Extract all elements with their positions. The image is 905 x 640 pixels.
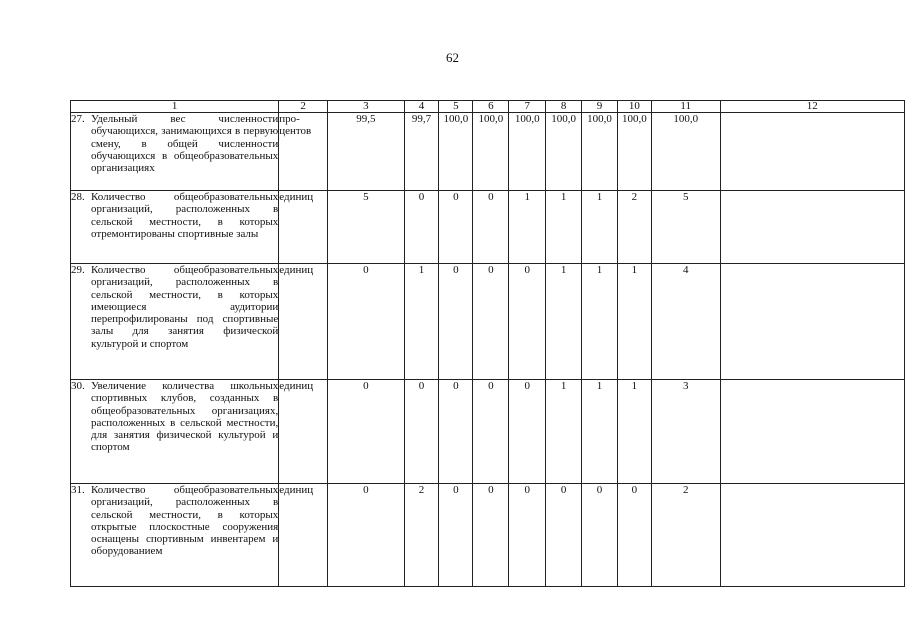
indicator-text: Количество общеобразовательных организаций, расположенных в сельской местности, в которых отремонтированы спортивные залы xyxy=(91,191,279,240)
value-cell: 100,0 xyxy=(546,113,582,191)
column-header: 9 xyxy=(582,101,618,113)
value-cell: 1 xyxy=(582,264,618,380)
indicator-number: 28. xyxy=(71,191,85,203)
unit-label: единиц xyxy=(279,264,314,276)
column-number-row xyxy=(71,101,905,113)
value-cell: 1 xyxy=(582,191,618,264)
table-row xyxy=(71,113,905,191)
indicator-text: Увеличение количества школьных спортивных клубов, созданных в общеобразовательных организациях, расположенных в сельской местности, для занятия физической культурой и спортом xyxy=(91,380,279,454)
indicator-name-cell xyxy=(71,380,279,484)
value-cell: 2 xyxy=(617,191,651,264)
indicator-number: 27. xyxy=(71,113,85,125)
value-cell: 0 xyxy=(473,380,509,484)
unit-cell xyxy=(279,380,328,484)
unit-cell xyxy=(279,191,328,264)
value-cell: 0 xyxy=(328,484,404,587)
unit-label: про- центов xyxy=(279,113,312,137)
value-cell: 0 xyxy=(582,484,618,587)
value-cell: 1 xyxy=(404,264,439,380)
column-header: 5 xyxy=(439,101,473,113)
value-cell: 2 xyxy=(404,484,439,587)
value-cell: 0 xyxy=(509,380,546,484)
value-cell: 4 xyxy=(651,264,720,380)
value-cell: 0 xyxy=(509,264,546,380)
value-cell: 0 xyxy=(509,484,546,587)
empty-cell xyxy=(720,264,905,380)
value-cell: 100,0 xyxy=(509,113,546,191)
value-cell: 0 xyxy=(473,191,509,264)
value-cell: 2 xyxy=(651,484,720,587)
value-cell: 100,0 xyxy=(651,113,720,191)
value-cell: 100,0 xyxy=(473,113,509,191)
indicator-name-cell xyxy=(71,264,279,380)
value-cell: 5 xyxy=(328,191,404,264)
column-header: 7 xyxy=(509,101,546,113)
value-cell: 0 xyxy=(473,484,509,587)
indicator-name-cell xyxy=(71,113,279,191)
value-cell: 99,5 xyxy=(328,113,404,191)
value-cell: 1 xyxy=(546,191,582,264)
table-row xyxy=(71,484,905,587)
empty-cell xyxy=(720,113,905,191)
column-header: 8 xyxy=(546,101,582,113)
value-cell: 0 xyxy=(328,380,404,484)
indicator-number: 31. xyxy=(71,484,85,496)
empty-cell xyxy=(720,484,905,587)
page-number: 62 xyxy=(446,50,459,65)
unit-cell xyxy=(279,264,328,380)
table-row xyxy=(71,380,905,484)
column-header: 6 xyxy=(473,101,509,113)
table-row xyxy=(71,264,905,380)
value-cell: 1 xyxy=(509,191,546,264)
value-cell: 0 xyxy=(439,380,473,484)
indicators-table xyxy=(70,100,905,587)
value-cell: 1 xyxy=(546,264,582,380)
value-cell: 0 xyxy=(439,484,473,587)
value-cell: 5 xyxy=(651,191,720,264)
column-header: 2 xyxy=(279,101,328,113)
unit-label: единиц xyxy=(279,484,314,496)
indicator-text: Количество общеобразовательных организаций, расположенных в сельской местности, в которых открытые плоскостные сооружения оснащены спортивным инвентарем и оборудованием xyxy=(91,484,279,558)
value-cell: 100,0 xyxy=(617,113,651,191)
value-cell: 100,0 xyxy=(582,113,618,191)
indicator-text: Количество общеобразовательных организаций, расположенных в сельской местности, в которых имеющиеся аудитории перепрофилированы под спортивные залы для занятия физической культурой и спортом xyxy=(91,264,279,350)
value-cell: 1 xyxy=(617,264,651,380)
column-header: 12 xyxy=(720,101,905,113)
value-cell: 0 xyxy=(546,484,582,587)
value-cell: 99,7 xyxy=(404,113,439,191)
value-cell: 0 xyxy=(439,191,473,264)
indicator-number: 30. xyxy=(71,380,85,392)
value-cell: 1 xyxy=(546,380,582,484)
value-cell: 1 xyxy=(582,380,618,484)
empty-cell xyxy=(720,380,905,484)
column-header: 4 xyxy=(404,101,439,113)
value-cell: 0 xyxy=(328,264,404,380)
value-cell: 0 xyxy=(404,191,439,264)
column-header: 10 xyxy=(617,101,651,113)
indicator-text: Удельный вес численности обучающихся, занимающихся в первую смену, в общей численности обучающихся в общеобразовательных организациях xyxy=(91,113,279,175)
empty-cell xyxy=(720,191,905,264)
value-cell: 0 xyxy=(404,380,439,484)
indicator-name-cell xyxy=(71,484,279,587)
column-header: 3 xyxy=(328,101,404,113)
value-cell: 0 xyxy=(473,264,509,380)
unit-label: единиц xyxy=(279,191,314,203)
indicator-name-cell xyxy=(71,191,279,264)
value-cell: 3 xyxy=(651,380,720,484)
value-cell: 100,0 xyxy=(439,113,473,191)
column-header: 11 xyxy=(651,101,720,113)
unit-cell xyxy=(279,113,328,191)
table-row xyxy=(71,191,905,264)
indicator-number: 29. xyxy=(71,264,85,276)
column-header: 1 xyxy=(71,101,279,113)
value-cell: 0 xyxy=(439,264,473,380)
value-cell: 1 xyxy=(617,380,651,484)
unit-cell xyxy=(279,484,328,587)
value-cell: 0 xyxy=(617,484,651,587)
unit-label: единиц xyxy=(279,380,314,392)
